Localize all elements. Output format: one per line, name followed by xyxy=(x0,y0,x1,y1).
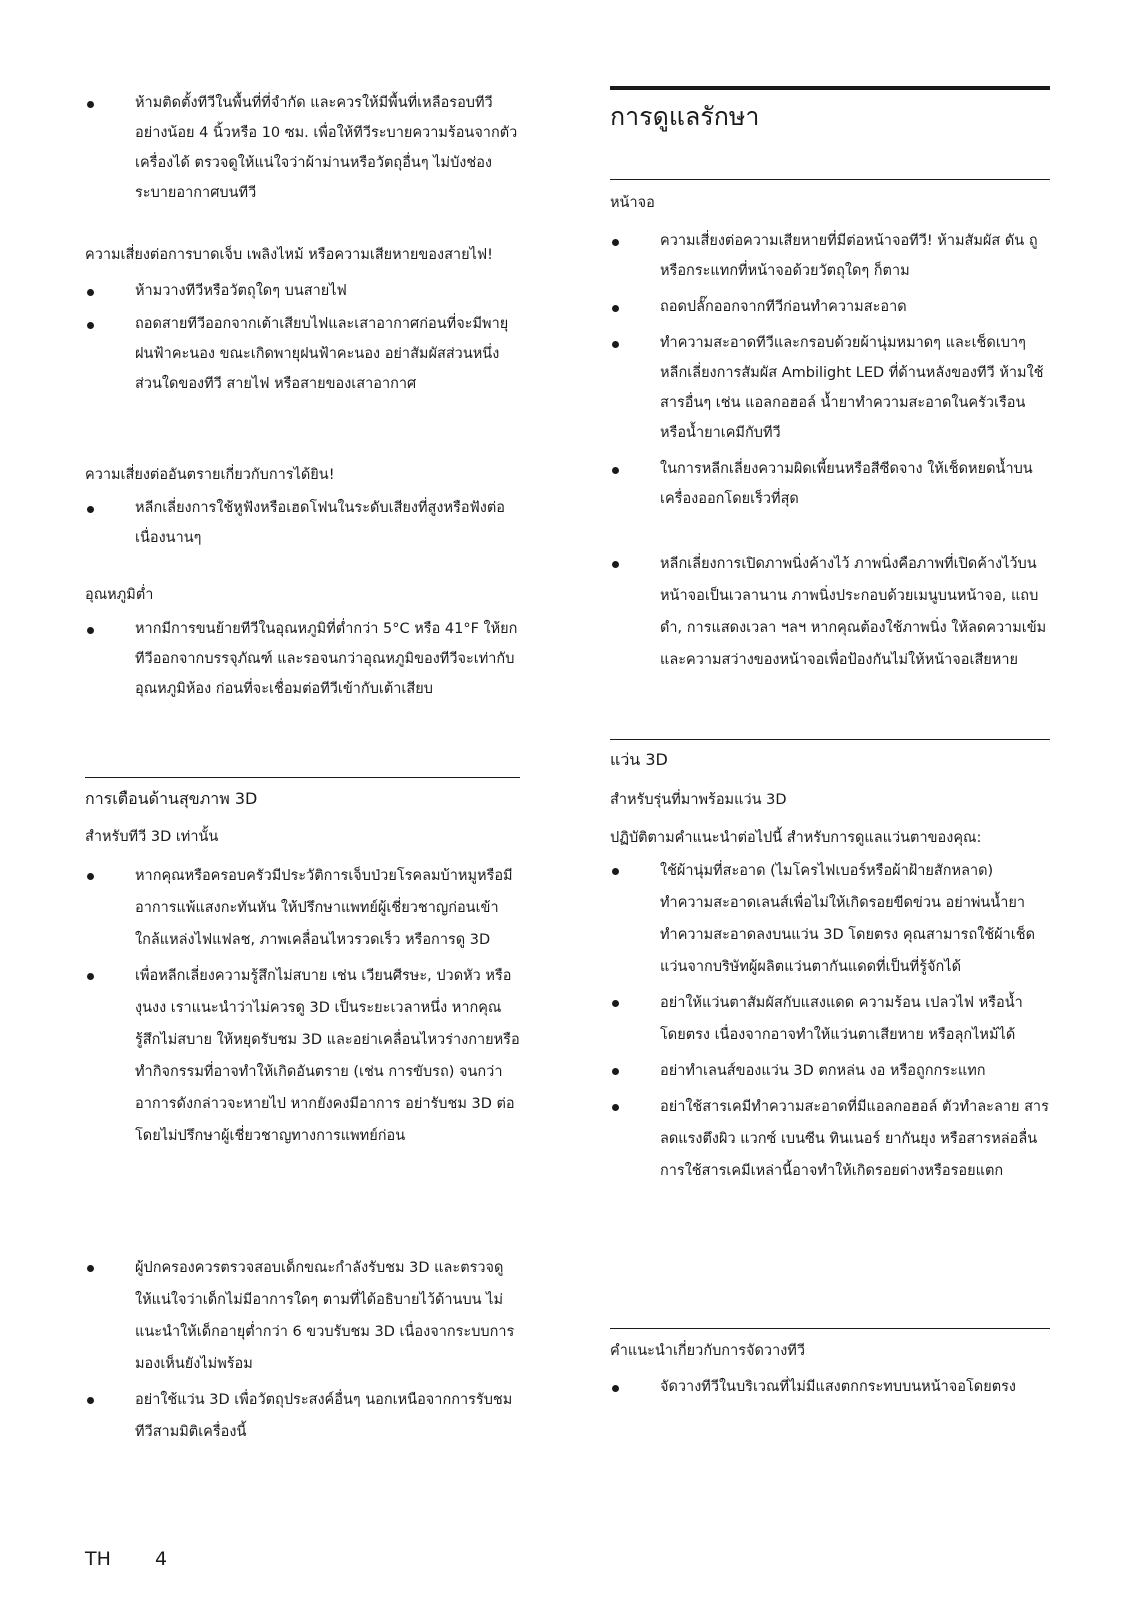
list-item-text: หากมีการขนย้ายทีวีในอุณหภูมิที่ต่ำกว่า 5°C หรือ 41°F ให้ยกทีวีออกจากบรรจุภัณฑ์ และรอจนกว่าอุณหภูมิของทีวีจะเท่ากับอุณหภูมิห้อง ก่อนที่จะเชื่อมต่อทีวีเข้ากับเต้าเสียบ xyxy=(135,621,518,697)
cable-warning-section xyxy=(85,240,520,399)
list-item xyxy=(85,614,520,704)
health-warning-subheading: สำหรับทีวี 3D เท่านั้น xyxy=(85,829,219,845)
list-item xyxy=(85,493,520,553)
chapter-divider xyxy=(610,86,1050,90)
glasses-subheading: สำหรับรุ่นที่มาพร้อมแว่น 3D xyxy=(610,792,787,808)
ventilation-section xyxy=(85,88,520,208)
section-divider xyxy=(85,777,520,778)
bullet-icon xyxy=(87,101,94,108)
glasses-intro: ปฏิบัติตามคำแนะนำต่อไปนี้ สำหรับการดูแลแว่นตาของคุณ: xyxy=(610,830,982,846)
list-item-text: ทำความสะอาดทีวีและกรอบด้วยผ้านุ่มหมาดๆ และเช็ดเบาๆ หลีกเลี่ยงการสัมผัส Ambilight LED ที่ด้านหลังของทีวี ห้ามใช้สารอื่นๆ เช่น แอลกอฮอล์ น้ำยาทำความสะอาดในครัวเรือน หรือน้ำยาเคมีกับทีวี xyxy=(660,335,1044,441)
list-item-text: ถอดสายทีวีออกจากเต้าเสียบไฟและเสาอากาศก่อนที่จะมีพายุฝนฟ้าคะนอง ขณะเกิดพายุฝนฟ้าคะนอง อย่าสัมผัสส่วนหนึ่งส่วนใดของทีวี สายไฟ หรือสายของเสาอากาศ xyxy=(135,316,509,392)
list-item xyxy=(610,855,1050,983)
page-footer xyxy=(85,1548,167,1570)
list-item-text: ในการหลีกเลี่ยงความผิดเพี้ยนหรือสีซีดจาง ให้เช็ดหยดน้ำบนเครื่องออกโดยเร็วที่สุด xyxy=(660,461,1033,507)
bullet-icon xyxy=(612,467,619,474)
placement-heading: คำแนะนำเกี่ยวกับการจัดวางทีวี xyxy=(610,1343,805,1359)
health-warning-heading: การเตือนด้านสุขภาพ 3D xyxy=(85,789,258,808)
bullet-icon xyxy=(612,1068,619,1075)
bullet-icon xyxy=(612,341,619,348)
hearing-warning-heading: ความเสี่ยงต่ออันตรายเกี่ยวกับการได้ยิน! xyxy=(85,467,335,483)
list-item-text: อย่าทำเลนส์ของแว่น 3D ตกหล่น งอ หรือถูกกระแทก xyxy=(660,1063,986,1079)
language-code: TH xyxy=(85,1548,111,1570)
list-item xyxy=(85,960,520,1152)
list-item-text: ใช้ผ้านุ่มที่สะอาด (ไมโครไฟเบอร์หรือผ้าฝ้ายสักหลาด) ทำความสะอาดเลนส์เพื่อไม่ให้เกิดรอยขีดข่วน อย่าพ่นน้ำยาทำความสะอาดลงบนแว่น 3D โดยตรง คุณสามารถใช้ผ้าเช็ดแว่นจากบริษัทผู้ผลิตแว่นตากันแดดที่เป็นที่รู้จักได้ xyxy=(660,863,1036,975)
cable-warning-heading: ความเสี่ยงต่อการบาดเจ็บ เพลิงไหม้ หรือความเสียหายของสายไฟ! xyxy=(85,247,493,263)
bullet-icon xyxy=(87,322,94,329)
list-item-text: อย่าให้แว่นตาสัมผัสกับแสงแดด ความร้อน เปลวไฟ หรือน้ำโดยตรง เนื่องจากอาจทำให้แว่นตาเสียหาย หรือลุกไหม้ได้ xyxy=(660,995,1023,1043)
list-item xyxy=(610,1372,1050,1402)
list-item-text: ความเสี่ยงต่อความเสียหายที่มีต่อหน้าจอทีวี! ห้ามสัมผัส ดัน ถู หรือกระแทกที่หน้าจอด้วยวัตถุใดๆ ก็ตาม xyxy=(660,233,1038,279)
hearing-warning-section xyxy=(85,460,520,553)
list-item-text: จัดวางทีวีในบริเวณที่ไม่มีแสงตกกระทบบนหน้าจอโดยตรง xyxy=(660,1379,1016,1395)
list-item xyxy=(85,860,520,956)
section-divider xyxy=(610,739,1050,740)
bullet-icon xyxy=(87,289,94,296)
list-item xyxy=(85,309,520,399)
bullet-icon xyxy=(612,1385,619,1392)
screen-heading: หน้าจอ xyxy=(610,195,655,211)
list-item-text: หลีกเลี่ยงการเปิดภาพนิ่งค้างไว้ ภาพนิ่งคือภาพที่เปิดค้างไว้บนหน้าจอเป็นเวลานาน ภาพนิ่งประกอบด้วยเมนูบนหน้าจอ, แถบดำ, การแสดงเวลา ฯลฯ หากคุณต้องใช้ภาพนิ่ง ให้ลดความเข้มและความสว่างของหน้าจอเพื่อป้องกันไม่ให้หน้าจอเสียหาย xyxy=(660,556,1047,668)
list-item xyxy=(610,1055,1050,1087)
glasses-heading: แว่น 3D xyxy=(610,750,668,769)
list-item-text: เพื่อหลีกเลี่ยงความรู้สึกไม่สบาย เช่น เวียนศีรษะ, ปวดหัว หรืองุนงง เราแนะนำว่าไม่ควรดู 3D เป็นระยะเวลาหนึ่ง หากคุณรู้สึกไม่สบาย ให้หยุดรับชม 3D และอย่าเคลื่อนไหวร่างกายหรือทำกิจกรรมที่อาจทำให้เกิดอันตราย (เช่น การขับรถ) จนกว่าอาการดังกล่าวจะหายไป หากยังคงมีอาการ อย่ารับชม 3D ต่อโดยไม่ปรึกษาผู้เชี่ยวชาญทางการแพทย์ก่อน xyxy=(135,968,520,1144)
list-item-text: หลีกเลี่ยงการใช้หูฟังหรือเฮดโฟนในระดับเสียงที่สูงหรือฟังต่อเนื่องนานๆ xyxy=(135,500,506,546)
bullet-icon xyxy=(612,239,619,246)
list-item-text: ผู้ปกครองควรตรวจสอบเด็กขณะกำลังรับชม 3D และตรวจดูให้แน่ใจว่าเด็กไม่มีอาการใดๆ ตามที่ได้อธิบายไว้ด้านบน ไม่แนะนำให้เด็กอายุต่ำกว่า 6 ขวบรับชม 3D เนื่องจากระบบการมองเห็นยังไม่พร้อม xyxy=(135,1260,515,1372)
list-item xyxy=(85,1252,520,1380)
section-divider xyxy=(610,1328,1050,1329)
page-number: 4 xyxy=(154,1548,168,1570)
list-item xyxy=(85,88,520,208)
bullet-icon xyxy=(612,868,619,875)
list-item-text: หากคุณหรือครอบครัวมีประวัติการเจ็บป่วยโรคลมบ้าหมูหรือมีอาการแพ้แสงกะทันหัน ให้ปรึกษาแพทย์ผู้เชี่ยวชาญก่อนเข้าใกล้แหล่งไฟแฟลช, ภาพเคลื่อนไหวรวดเร็ว หรือการดู 3D xyxy=(135,868,513,948)
list-item-text: อย่าใช้แว่น 3D เพื่อวัตถุประสงค์อื่นๆ นอกเหนือจากการรับชมทีวีสามมิติเครื่องนี้ xyxy=(135,1392,513,1440)
placement-section xyxy=(610,1336,1050,1402)
list-item xyxy=(610,292,1050,322)
list-item-text: ห้ามติดตั้งทีวีในพื้นที่ที่จำกัด และควรให้มีพื้นที่เหลือรอบทีวีอย่างน้อย 4 นิ้วหรือ 10 ซม. เพื่อให้ทีวีระบายความร้อนจากตัวเครื่องได้ ตรวจดูให้แน่ใจว่าผ้าม่านหรือวัตถุอื่นๆ ไม่บังช่องระบายอากาศบนทีวี xyxy=(135,95,518,201)
bullet-icon xyxy=(87,1397,94,1404)
bullet-icon xyxy=(87,973,94,980)
bullet-icon xyxy=(612,1000,619,1007)
list-item-text: ห้ามวางทีวีหรือวัตถุใดๆ บนสายไฟ xyxy=(135,283,347,299)
list-item xyxy=(85,276,520,306)
list-item-text: อย่าใช้สารเคมีทำความสะอาดที่มีแอลกอฮอล์ ตัวทำละลาย สารลดแรงตึงผิว แวกซ์ เบนซีน ทินเนอร์ ยากันยุง หรือสารหล่อลื่น การใช้สารเคมีเหล่านี้อาจทำให้เกิดรอยด่างหรือรอยแตก xyxy=(660,1099,1049,1179)
list-item xyxy=(610,987,1050,1051)
bullet-icon xyxy=(87,506,94,513)
bullet-icon xyxy=(87,1265,94,1272)
care-title: การดูแลรักษา xyxy=(610,102,760,131)
screen-section xyxy=(610,188,1050,514)
bullet-icon xyxy=(87,627,94,634)
list-item xyxy=(610,328,1050,448)
bullet-icon xyxy=(612,561,619,568)
section-divider xyxy=(610,179,1050,180)
bullet-icon xyxy=(612,305,619,312)
low-temperature-section xyxy=(85,580,520,704)
list-item xyxy=(610,226,1050,286)
list-item-text: ถอดปลั๊กออกจากทีวีก่อนทำความสะอาด xyxy=(660,299,907,315)
bullet-icon xyxy=(612,1104,619,1111)
list-item xyxy=(610,454,1050,514)
health-warning-section-continued xyxy=(85,1252,520,1448)
bullet-icon xyxy=(87,873,94,880)
low-temperature-heading: อุณหภูมิต่ำ xyxy=(85,587,154,603)
health-warning-section xyxy=(85,784,520,1152)
list-item xyxy=(610,548,1050,676)
still-image-section xyxy=(610,548,1050,676)
glasses-section xyxy=(610,745,1050,1187)
list-item xyxy=(85,1384,520,1448)
list-item xyxy=(610,1091,1050,1187)
